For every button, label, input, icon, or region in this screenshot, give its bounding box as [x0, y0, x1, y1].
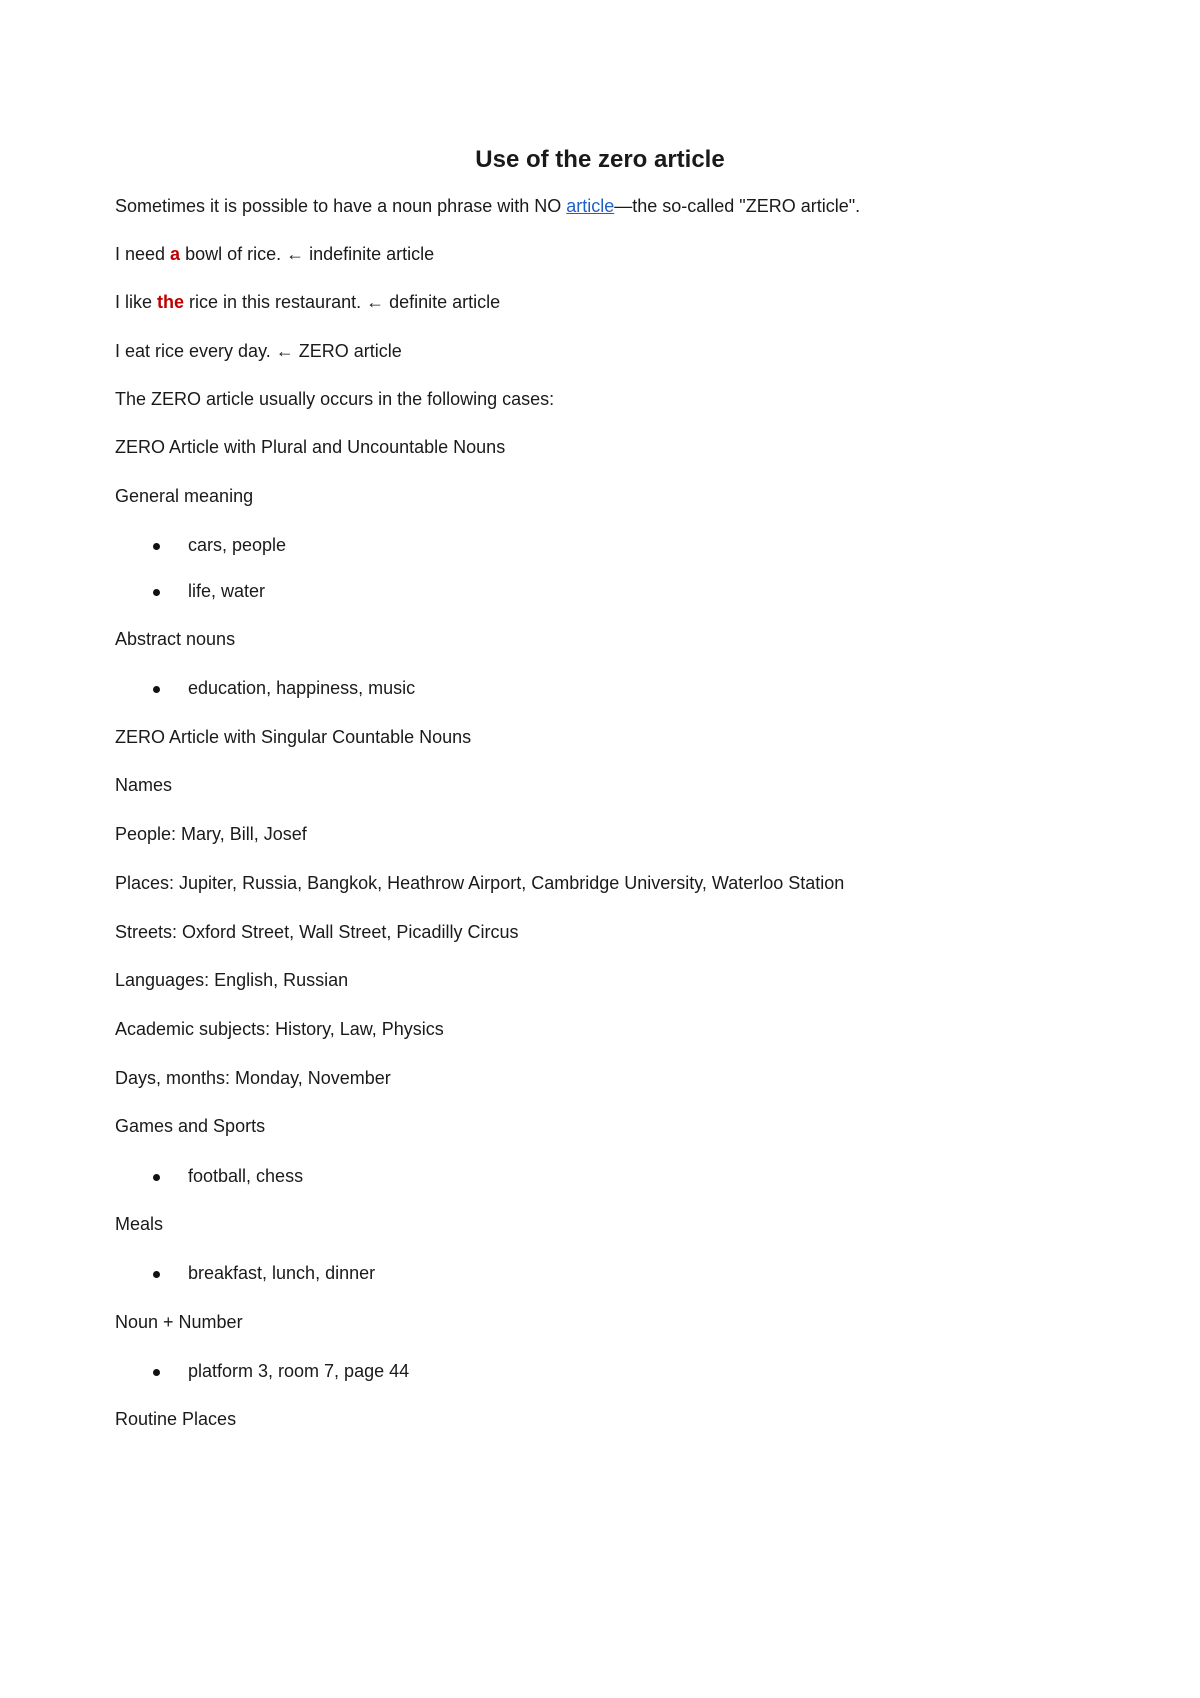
- games-heading: Games and Sports: [115, 1116, 266, 1136]
- bullet-text: football, chess: [188, 1166, 304, 1186]
- example-indefinite-post: bowl of rice. ← indefinite article: [180, 244, 435, 264]
- subjects-line: Academic subjects: History, Law, Physics: [115, 1019, 444, 1039]
- bullet-icon: [153, 1174, 160, 1181]
- people-line: People: Mary, Bill, Josef: [115, 824, 307, 844]
- bullet-text: platform 3, room 7, page 44: [188, 1361, 410, 1381]
- example-zero: I eat rice every day. ← ZERO article: [115, 341, 402, 361]
- example-indefinite: [115, 244, 434, 265]
- article-link[interactable]: article: [566, 196, 615, 216]
- meals-heading: Meals: [115, 1214, 164, 1234]
- places-line: Places: Jupiter, Russia, Bangkok, Heathrow Airport, Cambridge University, Waterloo Station: [115, 873, 845, 893]
- bullet-icon: [153, 1271, 160, 1278]
- cases-intro: The ZERO article usually occurs in the following cases:: [115, 389, 555, 409]
- noun-number-heading: Noun + Number: [115, 1312, 243, 1332]
- intro-paragraph: [115, 196, 860, 217]
- general-meaning-heading: General meaning: [115, 486, 254, 506]
- highlight-indefinite-article: a: [170, 244, 181, 264]
- example-indefinite-pre: I need: [115, 244, 171, 264]
- bullet-text: education, happiness, music: [188, 678, 416, 698]
- abstract-nouns-heading: Abstract nouns: [115, 629, 236, 649]
- bullet-icon: [153, 686, 160, 693]
- example-definite: [115, 292, 500, 313]
- example-definite-post: rice in this restaurant. ← definite article: [184, 292, 501, 312]
- section-heading-plural: ZERO Article with Plural and Uncountable Nouns: [115, 437, 506, 457]
- intro-text-end: —the so-called "ZERO article".: [614, 196, 861, 216]
- routine-places-heading: Routine Places: [115, 1409, 237, 1429]
- intro-text-start: Sometimes it is possible to have a noun phrase with NO: [115, 196, 567, 216]
- bullet-icon: [153, 589, 160, 596]
- example-definite-pre: I like: [115, 292, 158, 312]
- bullet-icon: [153, 543, 160, 550]
- days-line: Days, months: Monday, November: [115, 1068, 391, 1088]
- bullet-text: cars, people: [188, 535, 287, 555]
- section-heading-singular: ZERO Article with Singular Countable Nouns: [115, 727, 472, 747]
- highlight-definite-article: the: [157, 292, 185, 312]
- streets-line: Streets: Oxford Street, Wall Street, Picadilly Circus: [115, 922, 519, 942]
- names-heading: Names: [115, 775, 173, 795]
- languages-line: Languages: English, Russian: [115, 970, 349, 990]
- bullet-icon: [153, 1369, 160, 1376]
- page-title: Use of the zero article: [475, 146, 725, 173]
- bullet-text: breakfast, lunch, dinner: [188, 1263, 376, 1283]
- bullet-text: life, water: [188, 581, 266, 601]
